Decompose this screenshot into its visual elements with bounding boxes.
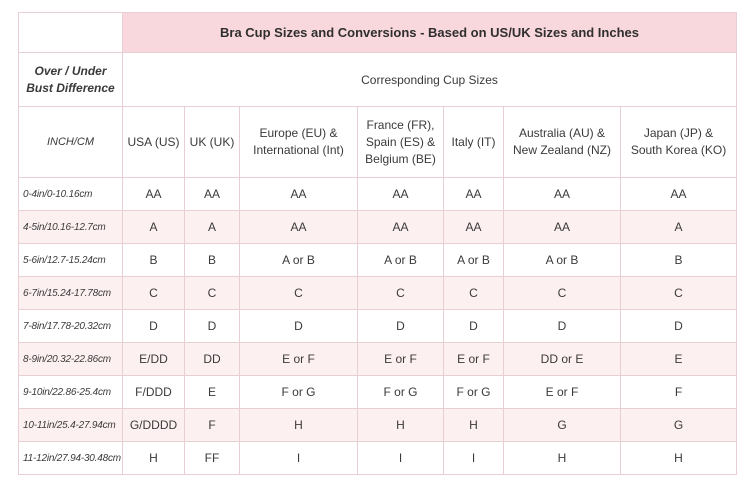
cup-size-cell-it: E or F [444, 343, 504, 376]
table-row [19, 409, 737, 442]
column-header-line: Australia (AU) & [518, 126, 606, 140]
column-header-line: Italy (IT) [451, 134, 496, 149]
bust-header-line-1: Over / Under [34, 63, 107, 78]
cup-size-cell-us: F/DDD [123, 376, 185, 409]
cup-size-cell-au: D [504, 310, 621, 343]
cup-size-cell-eu: C [240, 277, 358, 310]
column-header-au [504, 107, 621, 178]
column-header-line: USA (US) [127, 134, 180, 149]
column-header-jp [621, 107, 737, 178]
cup-size-cell-fr: A or B [358, 244, 444, 277]
cup-size-cell-us: B [123, 244, 185, 277]
table-row [19, 442, 737, 475]
size-chart [18, 12, 736, 475]
column-header-line: Europe (EU) & [259, 126, 338, 140]
bust-header-line-2: Bust Difference [26, 80, 115, 95]
column-header-line: Japan (JP) & [643, 126, 714, 140]
cup-size-cell-jp: B [621, 244, 737, 277]
column-header-line: Belgium (BE) [365, 151, 436, 166]
cup-size-cell-jp: AA [621, 178, 737, 211]
column-header-line: France (FR), [366, 117, 435, 132]
cup-size-cell-us: C [123, 277, 185, 310]
table-row [19, 178, 737, 211]
column-header-line: Spain (ES) & [365, 134, 436, 149]
table-row [19, 277, 737, 310]
cup-size-cell-us: AA [123, 178, 185, 211]
cup-size-cell-au: E or F [504, 376, 621, 409]
table-row [19, 211, 737, 244]
cup-size-cell-jp: E [621, 343, 737, 376]
column-header-it [444, 107, 504, 178]
measurement-cell: 9-10in/22.86-25.4cm [19, 376, 123, 409]
cup-size-cell-au: G [504, 409, 621, 442]
cup-size-cell-fr: H [358, 409, 444, 442]
cup-size-cell-eu: H [240, 409, 358, 442]
cup-size-cell-au: H [504, 442, 621, 475]
cup-size-cell-uk: C [185, 277, 240, 310]
bust-difference-header [19, 53, 123, 107]
cup-size-cell-us: A [123, 211, 185, 244]
cup-size-cell-uk: D [185, 310, 240, 343]
cup-size-cell-au: A or B [504, 244, 621, 277]
cup-size-cell-uk: AA [185, 178, 240, 211]
cup-size-cell-us: E/DD [123, 343, 185, 376]
cup-size-cell-it: H [444, 409, 504, 442]
cup-size-cell-fr: I [358, 442, 444, 475]
cup-size-cell-jp: G [621, 409, 737, 442]
cup-size-cell-fr: F or G [358, 376, 444, 409]
cup-size-cell-fr: AA [358, 211, 444, 244]
cup-size-cell-uk: F [185, 409, 240, 442]
measurement-cell: 8-9in/20.32-22.86cm [19, 343, 123, 376]
corresponding-cup-sizes-header: Corresponding Cup Sizes [123, 53, 737, 107]
cup-size-cell-it: AA [444, 211, 504, 244]
measurement-cell: 7-8in/17.78-20.32cm [19, 310, 123, 343]
table-title: Bra Cup Sizes and Conversions - Based on US/UK Sizes and Inches [123, 13, 737, 53]
cup-size-cell-au: AA [504, 211, 621, 244]
group-header-row [19, 53, 737, 107]
cup-size-cell-eu: AA [240, 211, 358, 244]
table-row [19, 310, 737, 343]
cup-size-cell-it: D [444, 310, 504, 343]
cup-size-cell-us: D [123, 310, 185, 343]
column-header-fr [358, 107, 444, 178]
table-row [19, 343, 737, 376]
cup-size-cell-it: A or B [444, 244, 504, 277]
cup-size-cell-uk: A [185, 211, 240, 244]
cup-size-cell-au: DD or E [504, 343, 621, 376]
cup-size-cell-eu: A or B [240, 244, 358, 277]
cup-size-cell-jp: H [621, 442, 737, 475]
measurement-cell: 5-6in/12.7-15.24cm [19, 244, 123, 277]
cup-size-cell-it: F or G [444, 376, 504, 409]
measurement-cell: 4-5in/10.16-12.7cm [19, 211, 123, 244]
cup-size-cell-eu: E or F [240, 343, 358, 376]
cup-size-cell-jp: C [621, 277, 737, 310]
cup-size-cell-eu: F or G [240, 376, 358, 409]
column-header-us [123, 107, 185, 178]
table-row [19, 376, 737, 409]
title-row [19, 13, 737, 53]
column-header-line: International (Int) [253, 143, 344, 157]
cup-size-cell-eu: I [240, 442, 358, 475]
cup-size-cell-it: AA [444, 178, 504, 211]
cup-size-cell-us: H [123, 442, 185, 475]
cup-size-cell-fr: E or F [358, 343, 444, 376]
cup-size-cell-uk: DD [185, 343, 240, 376]
column-header-eu [240, 107, 358, 178]
cup-size-cell-fr: C [358, 277, 444, 310]
column-header-line: New Zealand (NZ) [512, 143, 612, 157]
unit-header: INCH/CM [19, 107, 123, 178]
column-header-line: South Korea (KO) [630, 143, 727, 157]
cup-size-cell-uk: E [185, 376, 240, 409]
column-header-uk [185, 107, 240, 178]
cup-size-table [18, 12, 737, 475]
cup-size-cell-au: AA [504, 178, 621, 211]
title-spacer [19, 13, 123, 53]
measurement-cell: 10-11in/25.4-27.94cm [19, 409, 123, 442]
cup-size-cell-au: C [504, 277, 621, 310]
measurement-cell: 0-4in/0-10.16cm [19, 178, 123, 211]
cup-size-cell-uk: FF [185, 442, 240, 475]
column-header-line: UK (UK) [189, 134, 235, 149]
measurement-cell: 6-7in/15.24-17.78cm [19, 277, 123, 310]
cup-size-cell-fr: AA [358, 178, 444, 211]
cup-size-cell-jp: F [621, 376, 737, 409]
cup-size-cell-jp: D [621, 310, 737, 343]
column-header-row [19, 107, 737, 178]
cup-size-cell-fr: D [358, 310, 444, 343]
cup-size-cell-us: G/DDDD [123, 409, 185, 442]
cup-size-cell-it: I [444, 442, 504, 475]
cup-size-cell-eu: AA [240, 178, 358, 211]
cup-size-cell-jp: A [621, 211, 737, 244]
cup-size-cell-eu: D [240, 310, 358, 343]
cup-size-cell-uk: B [185, 244, 240, 277]
cup-size-cell-it: C [444, 277, 504, 310]
measurement-cell: 11-12in/27.94-30.48cm [19, 442, 123, 475]
table-row [19, 244, 737, 277]
